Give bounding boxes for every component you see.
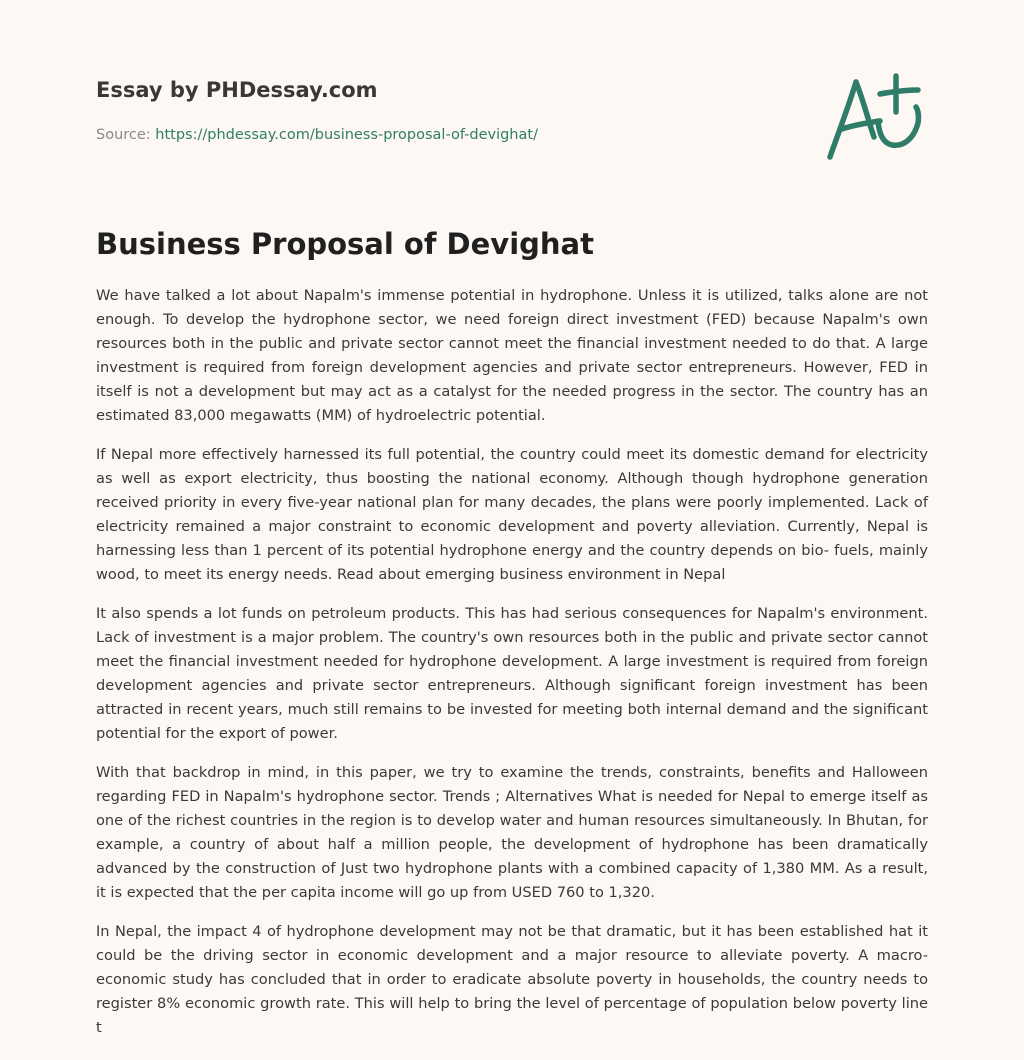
site-brand: Essay by PHDessay.com [96, 78, 378, 102]
source-label: Source: [96, 127, 156, 143]
source-line [96, 124, 928, 146]
essay-title: Business Proposal of Devighat [96, 227, 594, 261]
essay-paragraph: We have talked a lot about Napalm's immense potential in hydrophone. Unless it is utilized, talks alone are not enough. To develop the hydrophone sector, we need foreign direct investment (FED) because Napalm's own resources both in the public and private sector cannot meet the financial investment needed to do that. A large investment is required from foreign development agencies and private sector entrepreneurs. However, FED in itself is not a development but may act as a catalyst for the needed progress in the sector. The country has an estimated 83,000 megawatts (MM) of hydroelectric potential. [96, 287, 928, 424]
essay-paragraph: If Nepal more effectively harnessed its full potential, the country could meet its domestic demand for electricity as well as export electricity, thus boosting the national economy. Although though hydrophone generation received priority in every five-year national plan for many decades, the plans were poorly implemented. Lack of electricity remained a major constraint to economic development and poverty alleviation. Currently, Nepal is harnessing less than 1 percent of its potential hydrophone energy and the country depends on bio- fuels, mainly wood, to meet its energy needs. Read about emerging business environment in Nepal [96, 446, 928, 583]
page-header [96, 72, 928, 146]
essay-paragraph: In Nepal, the impact 4 of hydrophone development may not be that dramatic, but it has been established hat it could be the driving sector in economic development and a major resource to alleviate poverty. A macro-economic study has concluded that in order to eradicate absolute poverty in households, the country needs to register 8% economic growth rate. This will help to bring the level of percentage of population below poverty line t [96, 923, 928, 1036]
essay-paragraph: It also spends a lot funds on petroleum products. This has had serious consequences for Napalm's environment. Lack of investment is a major problem. The country's own resources both in the public and private sector cannot meet the financial investment needed for hydrophone development. A large investment is required from foreign development agencies and private sector entrepreneurs. Although significant foreign investment has been attracted in recent years, much still remains to be invested for meeting both internal demand and the significant potential for the export of power. [96, 605, 928, 742]
source-link[interactable]: https://phdessay.com/business-proposal-of-devighat/ [155, 127, 538, 143]
essay-paragraph: With that backdrop in mind, in this paper, we try to examine the trends, constraints, benefits and Halloween regarding FED in Napalm's hydrophone sector. Trends ; Alternatives What is needed for Nepal to emerge itself as one of the richest countries in the region is to develop water and human resources simultaneously. In Bhutan, for example, a country of about half a million people, the development of hydrophone has been dramatically advanced by the construction of Just two hydrophone plants with a combined capacity of 1,380 MM. As a result, it is expected that the per capita income will go up from USED 760 to 1,320. [96, 764, 928, 901]
a-plus-logo-icon [822, 68, 928, 164]
essay-body [96, 284, 928, 1055]
